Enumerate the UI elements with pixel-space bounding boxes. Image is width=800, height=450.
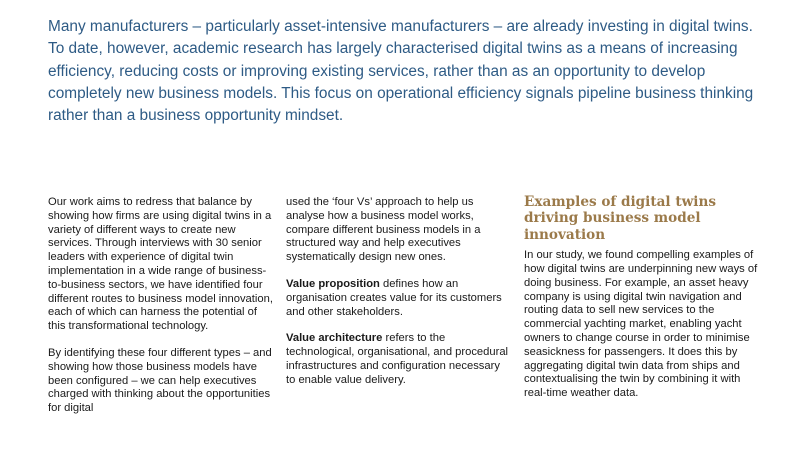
value-architecture-term: Value architecture xyxy=(286,332,383,345)
value-proposition-definition: defines how an organisation creates value for its customers and other stakeholders. xyxy=(286,277,502,318)
value-proposition-paragraph xyxy=(286,278,511,319)
value-proposition-term: Value proposition xyxy=(286,277,380,290)
value-architecture-paragraph xyxy=(286,332,511,387)
body-column-2 xyxy=(286,196,511,401)
value-architecture-definition: refers to the technological, organisational, and procedural infrastructures and configuration necessary to enable value delivery. xyxy=(286,332,509,386)
column-1-paragraph-1: Our work aims to redress that balance by showing how firms are using digital twins in a variety of different ways to create new services. Through interviews with 30 senior leaders with experience of digital twin implementation in a wide range of business-to-business sectors, we have identified four different routes to business model innovation, each of which can harness the potential of this transformational technology. xyxy=(48,196,273,333)
body-column-1 xyxy=(48,196,273,429)
intro-paragraph: Many manufacturers – particularly asset-intensive manufacturers – are already investing in digital twins. To date, however, academic research has largely characterised digital twins as a means of increasing efficiency, reducing costs or improving existing services, rather than as an opportunity to develop completely new business models. This focus on operational efficiency signals pipeline business thinking rather than a business opportunity mindset. xyxy=(48,18,754,125)
sidebar-body: In our study, we found compelling examples of how digital twins are underpinning new ways of doing business. For example, an asset heavy company is using digital twin navigation and routing data to sell new services to the commercial yachting market, enabling yacht owners to change course in order to minimise seasickness for passengers. It does this by aggregating digital twin data from ships and contextualising the twin by combining it with real-time weather data. xyxy=(524,249,758,400)
sidebar-heading: Examples of digital twins driving business model innovation xyxy=(524,194,717,243)
column-1-paragraph-2: By identifying these four different types – and showing how those business models have been configured – we can help executives charged with thinking about the opportunities for digital xyxy=(48,346,272,415)
column-2-paragraph-1: used the ‘four Vs’ approach to help us analyse how a business model works, compare different business models in a structured way and help executives systematically design new ones. xyxy=(286,196,481,264)
sidebar-column xyxy=(524,194,764,401)
